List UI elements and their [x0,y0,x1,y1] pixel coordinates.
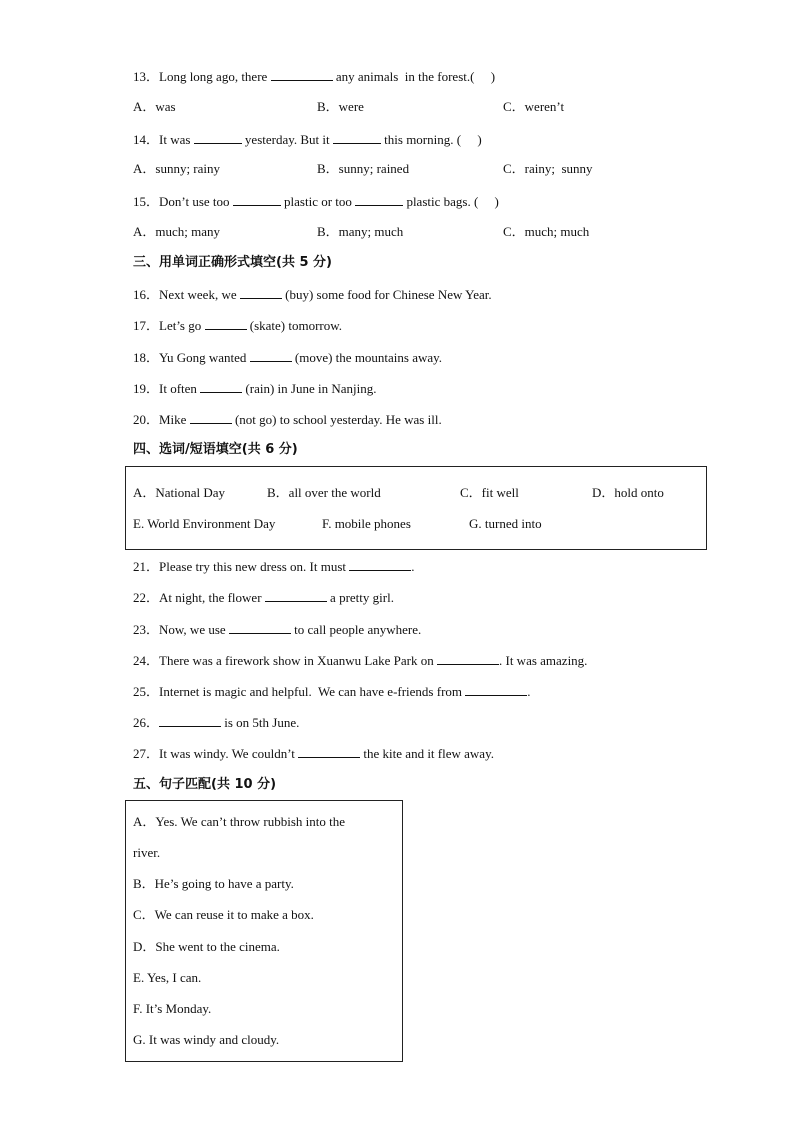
option-c[interactable]: C．weren’t [503,99,565,114]
question-25: 25．Internet is magic and helpful. We can have e-friends from . [133,684,531,699]
question-26: 26． is on 5th June. [133,715,300,730]
answer-blank[interactable] [265,589,327,602]
option-a[interactable]: A．sunny; rainy [133,161,221,176]
answer-blank[interactable] [194,131,242,144]
answer-blank[interactable] [437,652,499,665]
question-13: 13．Long long ago, there any animals in the forest.( ) [133,69,496,84]
question-19: 19．It often (rain) in June in Nanjing. [133,381,377,396]
section-heading: 五、句子匹配(共 10 分) [133,777,277,792]
answer-blank[interactable] [190,411,232,424]
word-choice: E. World Environment Day [133,516,276,531]
section-heading: 三、用单词正确形式填空(共 5 分) [133,255,332,270]
question-24: 24．There was a firework show in Xuanwu Lake Park on . It was amazing. [133,653,588,668]
question-17: 17．Let’s go (skate) tomorrow. [133,318,343,333]
option-c[interactable]: C．much; much [503,224,590,239]
sentence-choice-continuation: river. [133,845,161,860]
sentence-choice: B．He’s going to have a party. [133,876,294,891]
answer-blank[interactable] [205,317,247,330]
word-bank-box [125,466,707,550]
question-15: 15．Don’t use too plastic or too plastic bags. ( ) [133,194,499,209]
option-b[interactable]: B．were [317,99,364,114]
word-choice: B．all over the world [267,485,381,500]
option-b[interactable]: B．sunny; rained [317,161,410,176]
section-heading: 四、选词/短语填空(共 6 分) [133,442,298,457]
answer-blank[interactable] [333,131,381,144]
word-choice: F. mobile phones [322,516,411,531]
answer-blank[interactable] [200,380,242,393]
word-choice: C．fit well [460,485,519,500]
question-22: 22．At night, the flower a pretty girl. [133,590,394,605]
answer-blank[interactable] [271,68,333,81]
sentence-choice: E. Yes, I can. [133,970,202,985]
answer-blank[interactable] [240,286,282,299]
sentence-choice: D．She went to the cinema. [133,939,280,954]
answer-blank[interactable] [465,683,527,696]
question-18: 18．Yu Gong wanted (move) the mountains away. [133,350,443,365]
question-20: 20．Mike (not go) to school yesterday. He was ill. [133,412,442,427]
answer-blank[interactable] [229,621,291,634]
answer-blank[interactable] [233,193,281,206]
sentence-choice: C．We can reuse it to make a box. [133,907,314,922]
question-16: 16．Next week, we (buy) some food for Chinese New Year. [133,287,492,302]
question-14: 14．It was yesterday. But it this morning. ( ) [133,132,482,147]
word-choice: A．National Day [133,485,226,500]
option-a[interactable]: A．much; many [133,224,221,239]
question-27: 27．It was windy. We couldn’t the kite and it flew away. [133,746,494,761]
answer-blank[interactable] [355,193,403,206]
option-a[interactable]: A．was [133,99,176,114]
question-23: 23．Now, we use to call people anywhere. [133,622,422,637]
answer-blank[interactable] [159,714,221,727]
answer-blank[interactable] [349,558,411,571]
option-c[interactable]: C．rainy; sunny [503,161,593,176]
sentence-choice: F. It’s Monday. [133,1001,212,1016]
word-choice: G. turned into [469,516,542,531]
sentence-choice: G. It was windy and cloudy. [133,1032,280,1047]
sentence-choice: A．Yes. We can’t throw rubbish into the [133,814,345,829]
question-21: 21．Please try this new dress on. It must . [133,559,415,574]
sentence-choices-box [125,800,403,1062]
answer-blank[interactable] [298,745,360,758]
option-b[interactable]: B．many; much [317,224,404,239]
word-choice: D．hold onto [592,485,664,500]
answer-blank[interactable] [250,349,292,362]
